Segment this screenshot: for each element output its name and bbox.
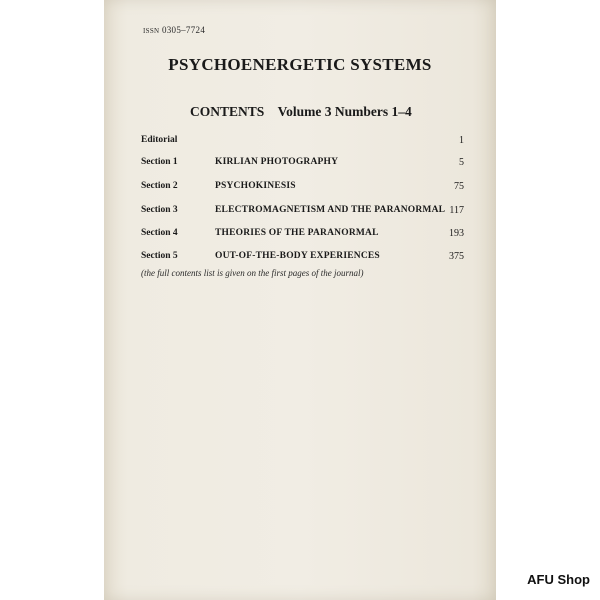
toc-page: 1: [459, 135, 464, 146]
issn-prefix: ISSN: [143, 27, 160, 35]
toc-section: Section 5: [141, 251, 178, 261]
journal-title: PSYCHOENERGETIC SYSTEMS: [168, 55, 432, 74]
toc-entry: [141, 135, 464, 149]
toc-page: 5: [459, 157, 464, 168]
toc-page: 375: [449, 251, 464, 262]
toc-entry: [141, 251, 464, 265]
toc-entry: [141, 228, 464, 242]
document-page: [104, 0, 496, 600]
shop-watermark: AFU Shop: [527, 572, 590, 587]
toc-entry: [141, 205, 464, 219]
toc-entry: [141, 157, 464, 171]
contents-heading: [190, 104, 412, 120]
toc-page: 117: [449, 205, 464, 216]
toc-section: Section 1: [141, 157, 178, 167]
toc-page: 193: [449, 228, 464, 239]
contents-note: (the full contents list is given on the first pages of the journal): [141, 268, 364, 278]
toc-section: Editorial: [141, 135, 178, 145]
toc-title: OUT-OF-THE-BODY EXPERIENCES: [215, 251, 380, 261]
toc-title: KIRLIAN PHOTOGRAPHY: [215, 157, 339, 167]
issn-number: 0305–7724: [161, 25, 206, 35]
toc-section: Section 4: [141, 228, 178, 238]
volume-label: Volume 3 Numbers 1–4: [277, 104, 412, 119]
issn-line: [143, 25, 205, 35]
toc-section: Section 3: [141, 205, 178, 215]
toc-entry: [141, 181, 464, 195]
toc-page: 75: [454, 181, 464, 192]
toc-title: PSYCHOKINESIS: [215, 181, 296, 191]
toc-title: ELECTROMAGNETISM AND THE PARANORMAL: [215, 205, 446, 215]
toc-section: Section 2: [141, 181, 178, 191]
toc-title: THEORIES OF THE PARANORMAL: [215, 228, 379, 238]
contents-label: CONTENTS: [190, 104, 265, 119]
